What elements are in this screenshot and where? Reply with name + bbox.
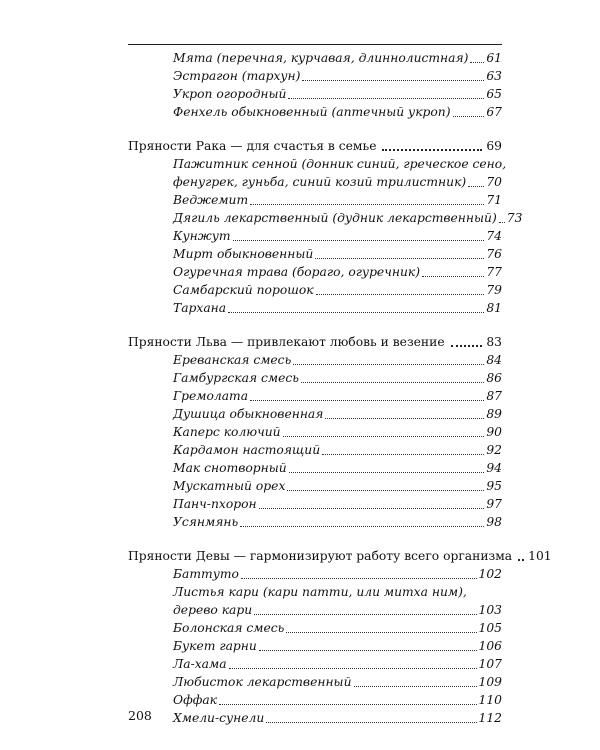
- entry-page-number: 84: [486, 353, 502, 367]
- toc-section: [128, 137, 523, 317]
- dot-leader: [259, 650, 477, 651]
- dot-leader: [451, 345, 483, 347]
- toc-entry: [128, 299, 502, 317]
- toc-entry: [128, 227, 502, 245]
- entry-page-number: 63: [486, 69, 502, 83]
- toc-entry: [128, 155, 507, 173]
- toc-entry: [128, 263, 502, 281]
- toc-entry: [128, 369, 502, 387]
- entry-title: дерево кари: [173, 603, 253, 617]
- dot-leader: [229, 668, 477, 669]
- dot-leader: [250, 400, 484, 401]
- entry-title: Фенхель обыкновенный (аптечный укроп): [173, 105, 451, 119]
- entry-page-number: 69: [486, 139, 502, 153]
- dot-leader: [322, 454, 484, 455]
- toc-entry: [128, 67, 502, 85]
- entry-page-number: 70: [486, 175, 502, 189]
- entry-page-number: 65: [486, 87, 502, 101]
- dot-leader: [266, 722, 476, 723]
- entry-title: Ереванская смесь: [173, 353, 292, 367]
- entry-title: Кардамон настоящий: [173, 443, 321, 457]
- toc-entry: [128, 477, 502, 495]
- toc-entry: [128, 173, 502, 191]
- entry-title: Кунжут: [173, 229, 231, 243]
- toc-entry: [128, 245, 502, 263]
- entry-page-number: 83: [486, 335, 502, 349]
- entry-page-number: 97: [486, 497, 502, 511]
- dot-leader: [470, 62, 484, 63]
- dot-leader: [289, 472, 485, 473]
- dot-leader: [301, 382, 484, 383]
- top-rule: [128, 44, 502, 45]
- dot-leader: [219, 704, 477, 705]
- dot-leader: [302, 80, 484, 81]
- dot-leader: [240, 526, 484, 527]
- entry-title: Мята (перечная, курчавая, длиннолистная): [173, 51, 469, 65]
- dot-leader: [259, 508, 485, 509]
- entry-title: Мускатный орех: [173, 479, 286, 493]
- entry-title: Мирт обыкновенный: [173, 247, 314, 261]
- section-title: Пряности Льва — привлекают любовь и везение: [128, 335, 445, 349]
- dot-leader: [286, 632, 476, 633]
- dot-leader: [241, 578, 477, 579]
- toc-section: [128, 333, 502, 531]
- toc-entry: [128, 673, 502, 691]
- entry-page-number: 102: [478, 567, 502, 581]
- dot-leader: [293, 364, 484, 365]
- dot-leader: [422, 276, 484, 277]
- toc-entry: [128, 191, 502, 209]
- entry-title: Усянмянь: [173, 515, 239, 529]
- entry-title: фенугрек, гуньба, синий козий трилистник): [173, 175, 467, 189]
- dot-leader: [325, 418, 484, 419]
- dot-leader: [315, 258, 484, 259]
- entry-page-number: 61: [486, 51, 502, 65]
- toc-entry: [128, 601, 502, 619]
- toc-entry: [128, 495, 502, 513]
- section-title: Пряности Рака — для счастья в семье: [128, 139, 377, 153]
- entry-title: Пажитник сенной (донник синий, греческое сено,: [173, 157, 507, 171]
- entry-page-number: 103: [478, 603, 502, 617]
- toc-entry: [128, 281, 502, 299]
- toc-entry: [128, 441, 502, 459]
- toc-entry: [128, 49, 502, 67]
- dot-leader: [283, 436, 485, 437]
- toc-entry: [128, 637, 502, 655]
- dot-leader: [287, 490, 484, 491]
- entry-page-number: 98: [486, 515, 502, 529]
- dot-leader: [288, 98, 484, 99]
- section-title: Пряности Девы — гармонизируют работу всего организма: [128, 549, 513, 563]
- toc-section: [128, 49, 502, 121]
- dot-leader: [254, 614, 476, 615]
- entry-title: Панч-пхорон: [173, 497, 257, 511]
- entry-page-number: 105: [478, 621, 502, 635]
- entry-page-number: 90: [486, 425, 502, 439]
- entry-title: Листья кари (кари патти, или митха ним),: [173, 585, 467, 599]
- toc-entry: [128, 103, 502, 121]
- toc-section: [128, 547, 552, 727]
- entry-page-number: 74: [486, 229, 502, 243]
- entry-page-number: 67: [486, 105, 502, 119]
- toc-entry: [128, 513, 502, 531]
- entry-page-number: 77: [486, 265, 502, 279]
- entry-page-number: 89: [486, 407, 502, 421]
- toc-entry: [128, 209, 523, 227]
- toc-entry: [128, 459, 502, 477]
- page-number: 208: [128, 708, 152, 723]
- dot-leader: [250, 204, 484, 205]
- entry-page-number: 76: [486, 247, 502, 261]
- dot-leader: [233, 240, 485, 241]
- toc-entry: [128, 405, 502, 423]
- toc-entry: [128, 387, 502, 405]
- entry-page-number: 92: [486, 443, 502, 457]
- dot-leader: [316, 294, 485, 295]
- entry-title: Самбарский порошок: [173, 283, 314, 297]
- dot-leader: [518, 559, 524, 561]
- dot-leader: [382, 149, 482, 151]
- entry-title: Огуречная трава (бораго, огуречник): [173, 265, 421, 279]
- entry-title: Любисток лекарственный: [173, 675, 352, 689]
- entry-title: Дягиль лекарственный (дудник лекарственный): [173, 211, 497, 225]
- dot-leader: [228, 312, 484, 313]
- entry-title: Баттуто: [173, 567, 239, 581]
- entry-title: Веджемит: [173, 193, 249, 207]
- entry-page-number: 107: [478, 657, 502, 671]
- toc-entry: [128, 583, 502, 601]
- entry-page-number: 101: [528, 549, 552, 563]
- entry-page-number: 86: [486, 371, 502, 385]
- toc-entry: [128, 619, 502, 637]
- table-of-contents: [128, 49, 552, 727]
- entry-title: Укроп огородный: [173, 87, 287, 101]
- entry-title: Болонская смесь: [173, 621, 285, 635]
- toc-entry: [128, 85, 502, 103]
- entry-title: Мак снотворный: [173, 461, 287, 475]
- dot-leader: [354, 686, 477, 687]
- entry-page-number: 94: [486, 461, 502, 475]
- dot-leader: [499, 222, 505, 223]
- entry-title: Гремолата: [173, 389, 249, 403]
- toc-entry: [128, 351, 502, 369]
- entry-title: Оффак: [173, 693, 218, 707]
- entry-title: Эстрагон (тархун): [173, 69, 301, 83]
- entry-title: Каперс колючий: [173, 425, 281, 439]
- toc-entry: [128, 565, 502, 583]
- entry-page-number: 109: [478, 675, 502, 689]
- entry-page-number: 71: [486, 193, 502, 207]
- entry-page-number: 81: [486, 301, 502, 315]
- entry-page-number: 110: [478, 693, 502, 707]
- entry-title: Букет гарни: [173, 639, 257, 653]
- toc-section-heading: [128, 333, 502, 351]
- entry-page-number: 106: [478, 639, 502, 653]
- entry-title: Гамбургская смесь: [173, 371, 299, 385]
- entry-page-number: 112: [478, 711, 502, 725]
- entry-title: Хмели-сунели: [173, 711, 265, 725]
- entry-title: Душица обыкновенная: [173, 407, 324, 421]
- dot-leader: [453, 116, 485, 117]
- entry-page-number: 79: [486, 283, 502, 297]
- entry-title: Ла-хама: [173, 657, 227, 671]
- toc-entry: [128, 691, 502, 709]
- toc-entry: [128, 655, 502, 673]
- entry-title: Тархана: [173, 301, 227, 315]
- toc-section-heading: [128, 137, 502, 155]
- entry-page-number: 73: [506, 211, 523, 225]
- dot-leader: [468, 186, 484, 187]
- entry-page-number: 95: [486, 479, 502, 493]
- entry-page-number: 87: [486, 389, 502, 403]
- toc-section-heading: [128, 547, 552, 565]
- toc-entry: [128, 423, 502, 441]
- toc-entry: [128, 709, 502, 727]
